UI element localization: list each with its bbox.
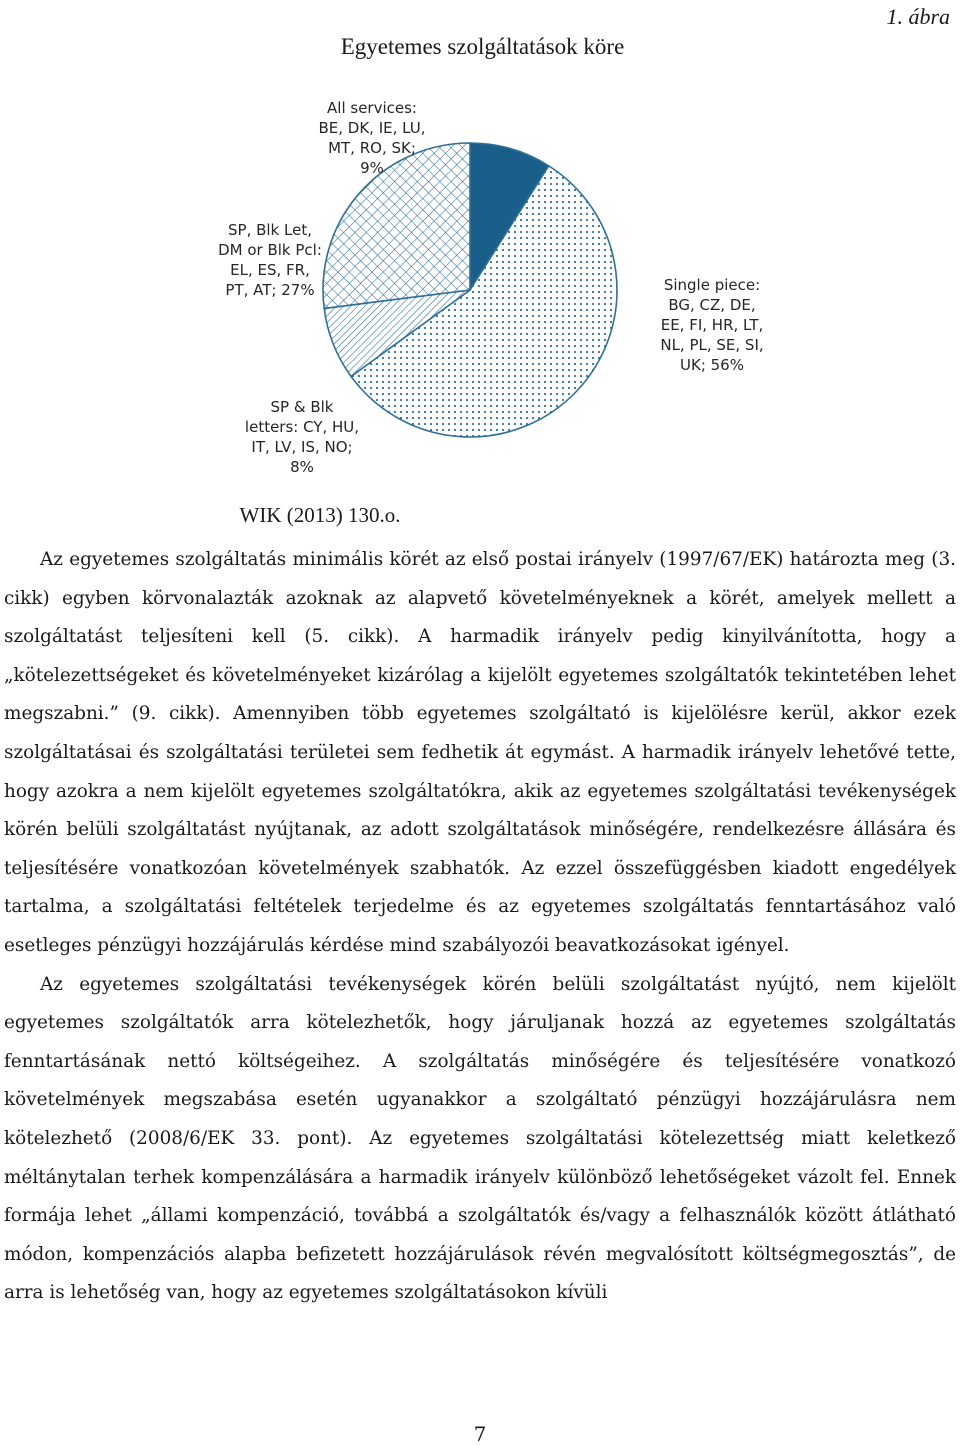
pie-slice-4 <box>323 143 470 308</box>
paragraph-2: Az egyetemes szolgáltatási tevékenységek körén belüli szolgáltatást nyújtó, nem kijelölt egyetemes szolgáltatók arra kötelezhetők, hogy járuljanak hozzá az egyetemes szolgáltatás fenntartásának nettó költségeihez. A szolgáltatás minőségére és teljesítésére vonatkozó követelmények megszabása esetén ugyanakkor a szolgáltató pénzügyi hozzájárulásra nem kötelezhető (2008/6/EK 33. pont). Az egyetemes szolgáltatási kötelezettség miatt keletkező méltánytalan terhek kompenzálására a harmadik irányelv különböző lehetőségeket vázolt fel. Ennek formája lehet „állami kompenzáció, továbbá a szolgáltatók és/vagy a felhasználók között átlátható módon, kompenzációs alapba befizetett hozzájárulások révén megvalósított költségmegosztás”, de arra is lehetőség van, hogy az egyetemes szolgáltatásokon kívüli <box>4 973 956 1304</box>
pie-label-line: All services: <box>327 99 417 117</box>
pie-label-line: Single piece: <box>663 276 761 294</box>
paragraph-1: Az egyetemes szolgáltatás minimális körét az első postai irányelv (1997/67/EK) határozta meg (3. cikk) egyben körvonalazták azoknak az alapvető követelményeknek a körét, amelyek mellett a szolgáltatást teljesíteni kell (5. cikk). A harmadik irányelv pedig kinyilvánította, hogy a „kötelezettségeket és követelményeket kizárólag a kijelölt egyetemes szolgáltatók tekintetében lehet megszabni.” (9. cikk). Amennyiben több egyetemes szolgáltató is kijelölésre kerül, akkor ezek szolgáltatásai és szolgáltatási területei sem fedhetik át egymást. A harmadik irányelv lehetővé tette, hogy azokra a nem kijelölt egyetemes szolgáltatókra, akik az egyetemes szolgáltatási tevékenységek körén belüli szolgáltatást nyújtanak, az adott szolgáltatások minőségére, rendelkezésre állására és teljesítésére vonatkozóan követelmények szabhatók. Az ezzel összefüggésben kiadott engedélyek tartalma, a szolgáltatási feltételek terjedelme és az egyetemes szolgáltatás fenntartásához való esetleges pénzügyi hozzájárulás kérdése mind szabályozói beavatkozásokat igényel. <box>4 549 956 956</box>
pie-label-line: UK; 56% <box>680 356 744 374</box>
pie-label-line: EE, FI, HR, LT, <box>660 316 764 334</box>
pie-label-line: NL, PL, SE, SI, <box>660 336 764 354</box>
body-text <box>4 541 956 1313</box>
figure-source: WIK (2013) 130.o. <box>239 503 401 527</box>
figure-title: Egyetemes szolgáltatások köre <box>340 34 625 59</box>
pie-label-line: IT, LV, IS, NO; <box>251 438 353 456</box>
pie-label-line: SP & Blk <box>270 398 334 416</box>
figure-number: 1. ábra <box>886 4 950 29</box>
pie-chart <box>140 85 860 495</box>
pie-label-3 <box>245 398 359 476</box>
pie-label-line: letters: CY, HU, <box>244 418 360 436</box>
pie-label-line: BG, CZ, DE, <box>668 296 756 314</box>
pie-label-line: SP, Blk Let, <box>228 221 312 239</box>
pie-label-line: 9% <box>360 159 384 177</box>
pie-label-line: EL, ES, FR, <box>230 261 310 279</box>
page-number: 7 <box>473 1422 487 1446</box>
pie-label-line: 8% <box>290 458 314 476</box>
pie-label-2 <box>660 276 763 374</box>
pie-label-line: BE, DK, IE, LU, <box>318 119 426 137</box>
pie-label-4 <box>218 221 322 299</box>
pie-label-line: PT, AT; 27% <box>225 281 315 299</box>
pie-label-line: MT, RO, SK; <box>328 139 416 157</box>
pie-label-line: DM or Blk Pcl: <box>218 241 322 259</box>
